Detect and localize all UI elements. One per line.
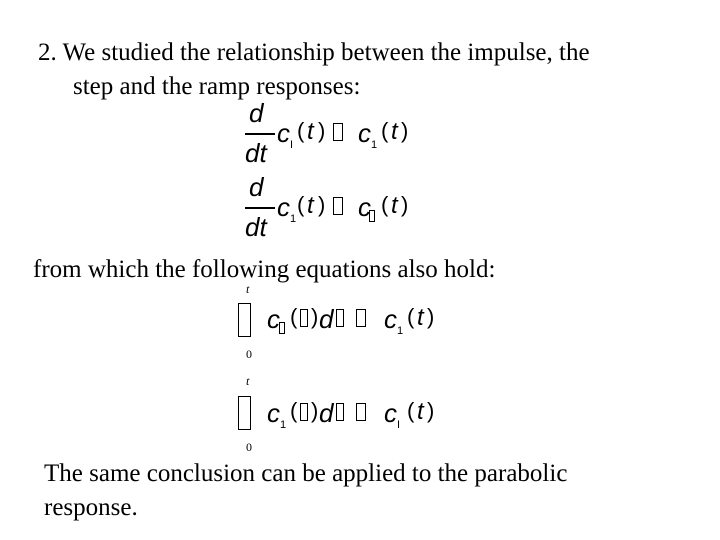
eq2-rhs-sub-missing-glyph (369, 210, 375, 222)
eq4-rhs-open: ( (407, 398, 415, 423)
integral-symbol-missing-glyph (238, 303, 251, 337)
intro-line-1: 2. We studied the relationship between the impulse, the (38, 39, 590, 66)
eq2-lhs-close: ) (318, 192, 326, 217)
tau-symbol-missing-glyph (336, 309, 344, 327)
eq2-rhs-var: t (391, 192, 398, 219)
eq3-rhs-sub: 1 (397, 325, 404, 337)
eq4-differential: d (319, 398, 334, 428)
tau-symbol-missing-glyph (300, 309, 308, 327)
eq1-numerator: d (249, 98, 264, 128)
eq4-rhs-var: t (417, 398, 424, 425)
eq3-arg-open: ( (290, 304, 298, 329)
closing-line-1: The same conclusion can be applied to the parabolic (44, 460, 568, 487)
eq1-rhs-sub: 1 (371, 139, 378, 151)
intro-line-2: step and the ramp responses: (73, 73, 361, 100)
eq3-rhs-close: ) (427, 304, 435, 329)
eq1-rhs-open: ( (381, 118, 389, 143)
eq4-lower-limit: 0 (246, 440, 252, 454)
eq4-rhs-sub: I (397, 419, 401, 431)
middle-text: from which the following equations also hold: (33, 256, 496, 283)
equals-symbol-missing-glyph (333, 197, 343, 215)
eq2-rhs-close: ) (401, 192, 409, 217)
eq2-denominator: dt (245, 212, 267, 242)
eq4-func: c (267, 398, 280, 428)
eq1-lhs-close: ) (318, 118, 326, 143)
equals-symbol-missing-glyph (333, 123, 343, 141)
eq3-rhs-var: t (417, 304, 424, 331)
eq2-rhs-func: c (358, 192, 371, 222)
eq3-func: c (267, 304, 280, 334)
eq4-arg-close: ) (311, 398, 319, 423)
eq1-rhs-close: ) (401, 118, 409, 143)
eq3-differential: d (319, 304, 334, 334)
tau-symbol-missing-glyph (336, 403, 344, 421)
eq3-lower-limit: 0 (246, 347, 252, 361)
integral-symbol-missing-glyph (238, 396, 251, 430)
eq3-arg-close: ) (311, 304, 319, 329)
eq1-rhs-func: c (358, 118, 371, 148)
eq2-lhs-open: ( (297, 192, 305, 217)
eq4-rhs-func: c (384, 398, 397, 428)
eq1-rhs-var: t (391, 118, 398, 145)
eq3-upper-limit: t (246, 282, 250, 296)
eq3-rhs-func: c (384, 304, 397, 334)
eq2-lhs-func: c (277, 192, 290, 222)
eq1-denominator: dt (245, 138, 267, 168)
eq4-upper-limit: t (246, 374, 250, 388)
eq1-lhs-var: t (307, 118, 314, 145)
eq4-rhs-close: ) (427, 398, 435, 423)
eq2-lhs-var: t (307, 192, 314, 219)
closing-line-2: response. (44, 494, 138, 521)
eq3-sub-missing-glyph (279, 322, 285, 334)
eq1-lhs-open: ( (297, 118, 305, 143)
eq2-rhs-open: ( (381, 192, 389, 217)
eq4-arg-open: ( (290, 398, 298, 423)
equals-symbol-missing-glyph (356, 309, 366, 327)
eq1-lhs-func: c (277, 118, 290, 148)
eq1-lhs-sub: I (290, 139, 294, 151)
eq2-lhs-sub: 1 (290, 213, 297, 225)
eq1-fraction-bar (245, 133, 275, 135)
eq3-rhs-open: ( (407, 304, 415, 329)
eq2-fraction-bar (245, 207, 275, 209)
eq4-sub: 1 (280, 419, 287, 431)
eq2-numerator: d (249, 172, 264, 202)
equals-symbol-missing-glyph (356, 403, 366, 421)
tau-symbol-missing-glyph (300, 403, 308, 421)
